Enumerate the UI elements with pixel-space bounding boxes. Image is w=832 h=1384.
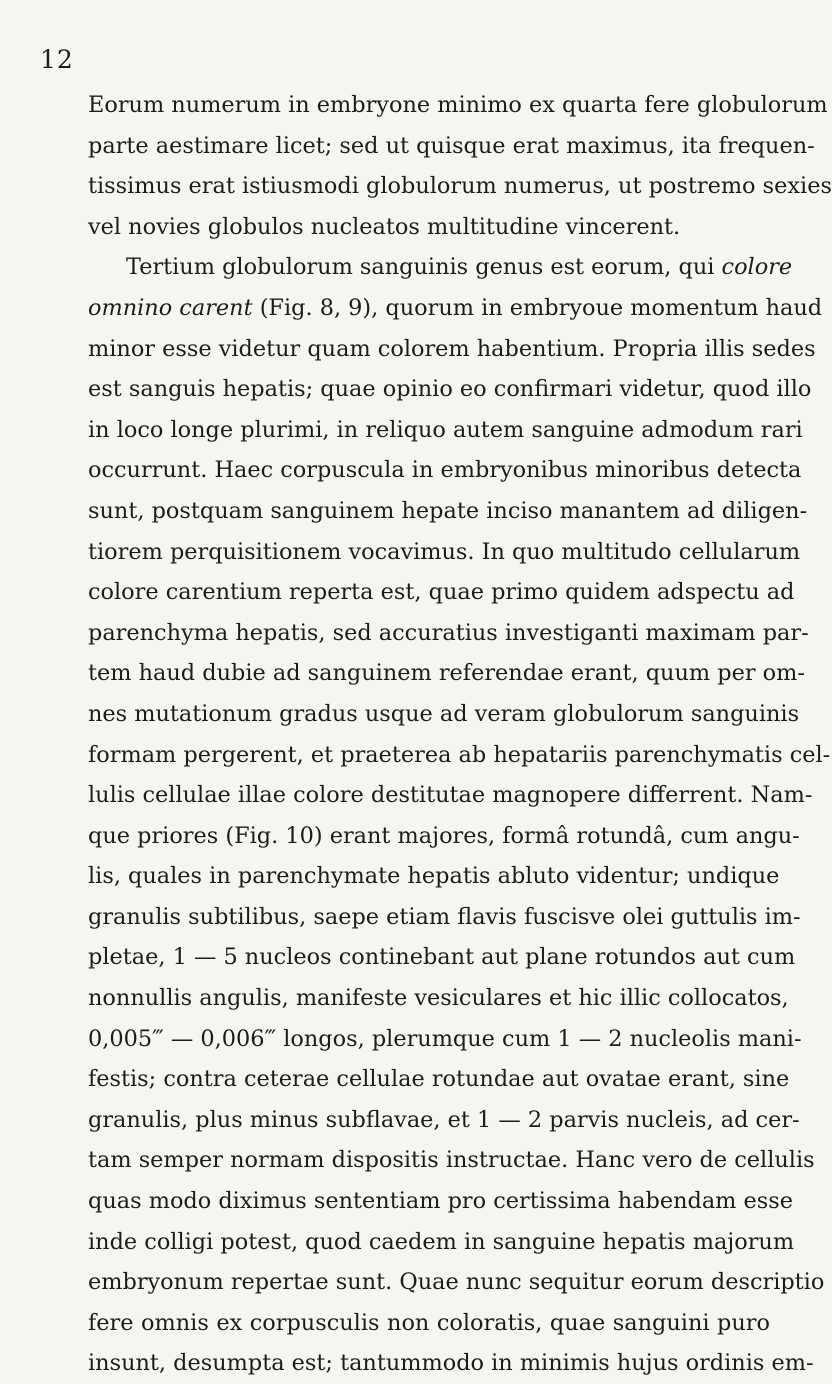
text-line: que priores (Fig. 10) erant majores, formâ rotundâ, cum angu- (88, 822, 800, 849)
text-line: granulis, plus minus subflavae, et 1 — 2 parvis nucleis, ad cer- (88, 1106, 800, 1133)
text-line: in loco longe plurimi, in reliquo autem sanguine admodum rari (88, 416, 803, 443)
text-line (88, 247, 793, 288)
italic-text: colore (721, 254, 793, 281)
text-line: inde colligi potest, quod caedem in sanguine hepatis majorum (88, 1228, 795, 1255)
text-line: formam pergerent, et praeterea ab hepatariis parenchymatis cel- (88, 741, 831, 768)
text-line: pletae, 1 — 5 nucleos continebant aut plane rotundos aut cum (88, 944, 796, 971)
text-line: minor esse videtur quam colorem habentium. Propria illis sedes (88, 335, 816, 362)
text-line: lis, quales in parenchymate hepatis abluto videntur; undique (88, 863, 780, 890)
page-number: 12 (40, 45, 74, 74)
text-span: (Fig. 8, 9), quorum in embryoue momentum haud (252, 294, 823, 321)
text-line: parte aestimare licet; sed ut quisque erat maximus, ita frequen- (88, 132, 815, 159)
text-line: nes mutationum gradus usque ad veram globulorum sanguinis (88, 700, 800, 727)
text-line: Eorum numerum in embryone minimo ex quarta fere globulorum (88, 92, 828, 118)
italic-text: omnino carent (88, 294, 253, 321)
text-line: tem haud dubie ad sanguinem referendae erant, quum per om- (88, 660, 805, 687)
text-line: quas modo diximus sententiam pro certissima habendam esse (88, 1188, 793, 1215)
text-line: vel novies globulos nucleatos multitudine vincerent. (88, 213, 681, 240)
text-line: 0,005‴ — 0,006‴ longos, plerumque cum 1 — 2 nucleolis mani- (88, 1025, 802, 1052)
text-span: Tertium globulorum sanguinis genus est eorum, qui (126, 254, 722, 281)
text-line: est sanguis hepatis; quae opinio eo confirmari videtur, quod illo (88, 376, 812, 403)
text-line: colore carentium reperta est, quae primo quidem adspectu ad (88, 579, 795, 606)
text-line: tiorem perquisitionem vocavimus. In quo multitudo cellularum (88, 538, 801, 565)
text-line: tam semper normam dispositis instructae. Hanc vero de cellulis (88, 1147, 815, 1174)
text-line: parenchyma hepatis, sed accuratius investiganti maximam par- (88, 619, 809, 646)
text-line: sunt, postquam sanguinem hepate inciso manantem ad diligen- (88, 497, 808, 524)
text-line: granulis subtilibus, saepe etiam flavis fuscisve olei guttulis im- (88, 903, 801, 930)
text-line: embryonum repertae sunt. Quae nunc sequitur eorum descriptio (88, 1269, 825, 1296)
body-text (88, 85, 832, 1384)
text-line: festis; contra ceterae cellulae rotundae aut ovatae erant, sine (88, 1066, 790, 1093)
text-line (88, 288, 823, 329)
text-line: lulis cellulae illae colore destitutae magnopere differrent. Nam- (88, 782, 813, 809)
text-line: insunt, desumpta est; tantummodo in minimis hujus ordinis em- (88, 1350, 814, 1377)
text-line: tissimus erat istiusmodi globulorum numerus, ut postremo sexies (88, 173, 832, 200)
text-line: occurrunt. Haec corpuscula in embryonibus minoribus detecta (88, 457, 802, 484)
text-line: nonnullis angulis, manifeste vesiculares et hic illic collocatos, (88, 985, 789, 1012)
text-line: fere omnis ex corpusculis non coloratis, quae sanguini puro (88, 1309, 770, 1336)
